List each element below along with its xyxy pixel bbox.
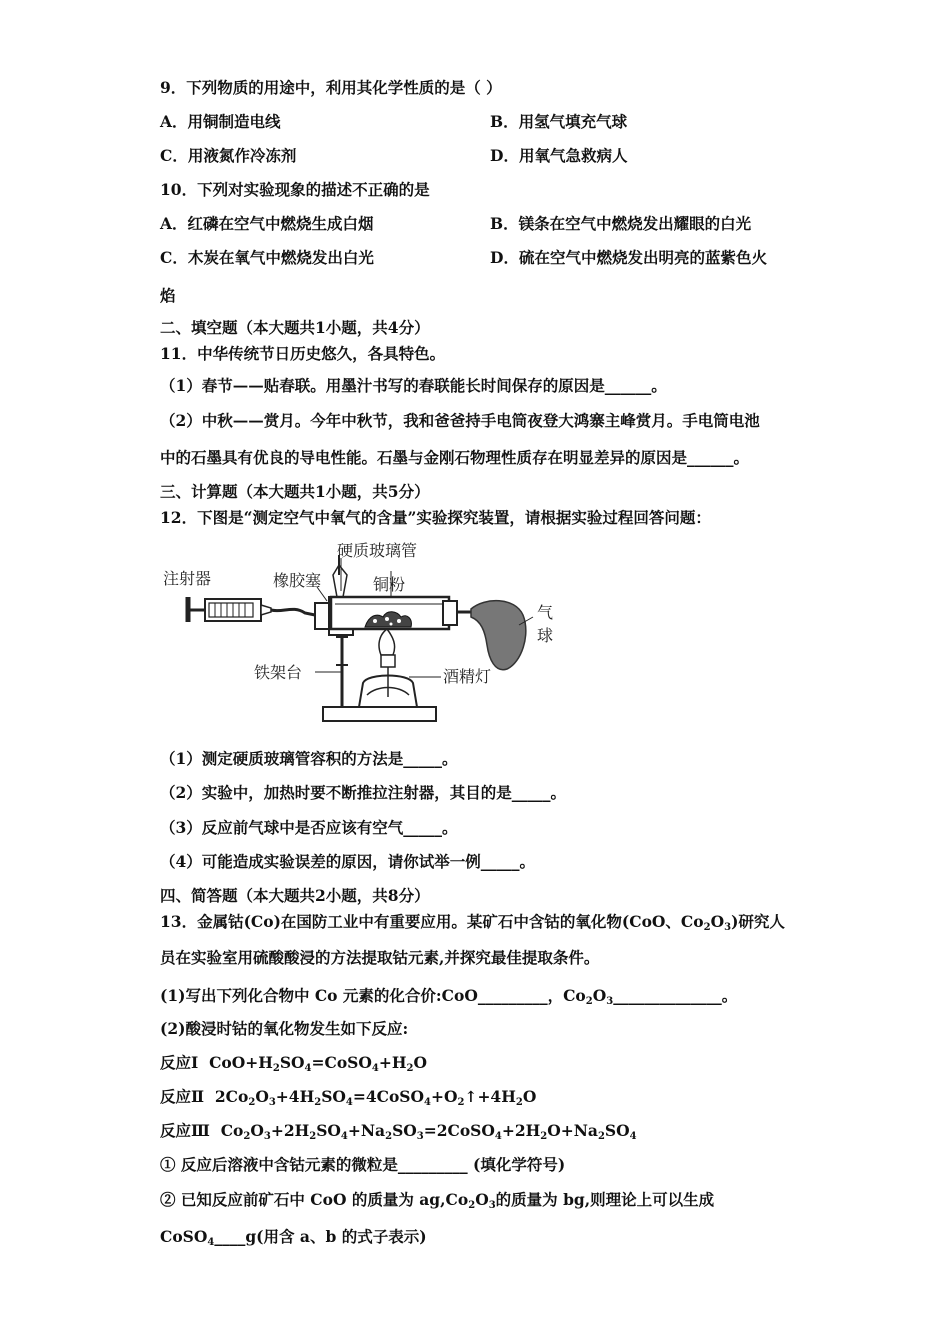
q13-part-2: (2)酸浸时钴的氧化物发生如下反应: — [160, 1019, 409, 1038]
q12-part-4: （4）可能造成实验误差的原因，请你试举一例_____。 — [160, 852, 536, 871]
connecting-tube — [271, 609, 315, 615]
alcohol-lamp — [359, 655, 417, 707]
label-balloon-1: 气 — [537, 603, 554, 622]
q13-stem-line-2: 员在实验室用硫酸酸浸的方法提取钴元素,并探究最佳提取条件。 — [160, 948, 600, 967]
q9-stem: 9．下列物质的用途中，利用其化学性质的是（ ） — [160, 78, 502, 97]
tube-end-stopper — [443, 601, 457, 625]
q10-option-a: A．红磷在空气中燃烧生成白烟 — [160, 214, 374, 233]
q13-question-i: ① 反应后溶液中含钴元素的微粒是_________ (填化学符号) — [160, 1155, 566, 1174]
q12-stem: 12．下图是“测定空气中氧气的含量”实验探究装置，请根据实验过程回答问题： — [160, 508, 711, 527]
q12-part-1: （1）测定硬质玻璃管容积的方法是_____。 — [160, 749, 458, 768]
q10-option-b: B．镁条在空气中燃烧发出耀眼的白光 — [490, 214, 752, 233]
q11-part-2-line-1: （2）中秋——赏月。今年中秋节，我和爸爸持手电筒夜登大鸿寨主峰赏月。手电筒电池 — [160, 411, 760, 430]
q9-option-d: D．用氧气急救病人 — [490, 146, 628, 165]
section-3-title: 三、计算题（本大题共1小题，共5分） — [160, 482, 430, 501]
q10-option-d-continued: 焰 — [160, 286, 176, 305]
flame — [379, 629, 395, 655]
q12-part-2: （2）实验中，加热时要不断推拉注射器，其目的是_____。 — [160, 783, 567, 802]
label-iron-stand: 铁架台 — [254, 663, 303, 682]
balloon — [471, 601, 526, 670]
q9-option-c: C．用液氮作冷冻剂 — [160, 146, 297, 165]
label-glass-tube: 硬质玻璃管 — [337, 541, 418, 560]
section-4-title: 四、简答题（本大题共2小题，共8分） — [160, 886, 430, 905]
label-balloon-2: 球 — [537, 626, 554, 645]
section-2-title: 二、填空题（本大题共1小题，共4分） — [160, 318, 430, 337]
label-syringe: 注射器 — [163, 569, 212, 588]
syringe — [188, 597, 271, 622]
q11-stem: 11．中华传统节日历史悠久，各具特色。 — [160, 344, 446, 363]
q13-question-ii: ② 已知反应前矿石中 CoO 的质量为 $ag,Co_2O_3$的质量为 bg,则理论上可以生成 — [160, 1190, 715, 1211]
reaction-3: 反应Ⅲ $Co_2O_3+2H_2SO_4+Na_2SO_3=2CoSO_4+2H_2O+Na_2SO_4$ — [160, 1121, 637, 1142]
q9-option-b: B．用氢气填充气球 — [490, 112, 628, 131]
q13-question-ii-continued: CoSO$_4$____g(用含 a、b 的式子表示) — [160, 1227, 427, 1248]
reaction-2: 反应Ⅱ $2Co_2O_3+4H_2SO_4=4CoSO_4+O_2↑+4H_2O$ — [160, 1087, 537, 1108]
q10-option-d: D．硫在空气中燃烧发出明亮的蓝紫色火 — [490, 248, 767, 267]
stand-base — [323, 707, 436, 721]
q10-stem: 10．下列对实验现象的描述不正确的是 — [160, 180, 430, 199]
q13-stem-line-1: 13．金属钴(Co)在国防工业中有重要应用。某矿石中含钴的氧化物(CoO、$Co_2O_3$)研究人 — [160, 912, 785, 933]
q10-option-c: C．木炭在氧气中燃烧发出白光 — [160, 248, 374, 267]
q9-option-a: A．用铜制造电线 — [160, 112, 281, 131]
label-alcohol-lamp: 酒精灯 — [443, 667, 492, 686]
q11-part-1: （1）春节——贴春联。用墨汁书写的春联能长时间保存的原因是______。 — [160, 376, 667, 395]
apparatus-diagram — [155, 535, 575, 730]
q12-part-3: （3）反应前气球中是否应该有空气_____。 — [160, 818, 458, 837]
label-rubber-stopper: 橡胶塞 — [273, 571, 322, 590]
q13-part-1: (1)写出下列化合物中 Co 元素的化合价:CoO_________，$Co_2O_3\_\_\_\_\_\_\_\_\_\_\_\_\_\_$。 — [160, 986, 738, 1007]
q11-part-2-line-2: 中的石墨具有优良的导电性能。石墨与金刚石物理性质存在明显差异的原因是______。 — [160, 448, 750, 467]
reaction-1: 反应Ⅰ $CoO+H_2SO_4=CoSO_4+H_2O$ — [160, 1053, 427, 1074]
label-copper-powder: 铜粉 — [373, 575, 406, 594]
